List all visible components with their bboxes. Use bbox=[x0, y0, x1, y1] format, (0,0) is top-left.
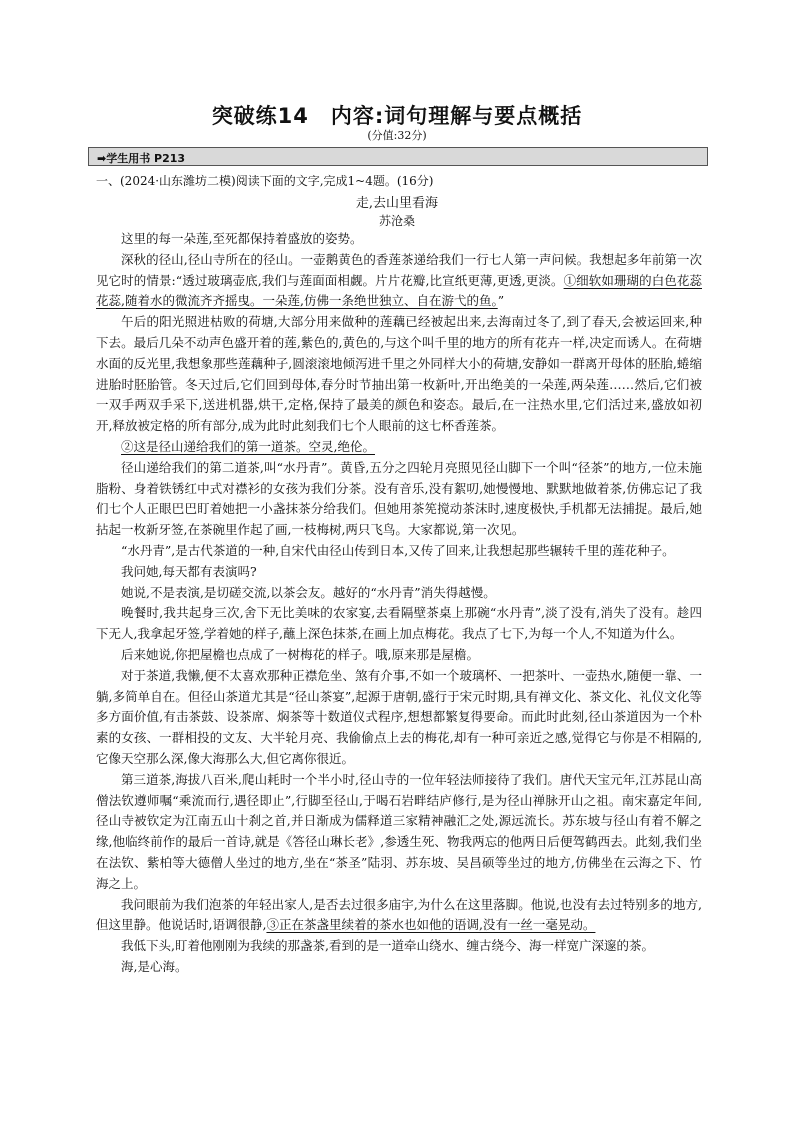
paragraph-text: 深秋的径山,径山寺所在的径山。一壶鹅黄色的香莲茶递给我们一行七人第一声问候。我想起多年前第一次见它时的情景:“透过玻璃壶底,我们与莲面面相觑。片片花瓣,比宣纸更薄,更透,更淡。 bbox=[96, 251, 702, 288]
paragraph: 我问她,每天都有表演吗? bbox=[121, 563, 257, 579]
paragraph: 午后的阳光照进枯败的荷塘,大部分用来做种的莲藕已经被起出来,去海南过冬了,到了春天,会被运回来,种下去。最后几朵不动声色盛开着的莲,紫色的,黄色的,与这个叫千里的地方的所有花卉一样,决定而诱人。在荷塘水面的反光里,我想象那些莲藕种子,圆滚滚地倾泻进千里之外同样大小的荷塘,安静如一群离开母体的胚胎,蜷缩进胎时胚胎管。冬天过后,它们回到母体,春分时节抽出第一枚新叶,开出绝美的一朵莲,两朵莲……然后,它们被一双手两双手采下,送进机器,烘干,定格,保持了最美的颜色和姿态。最后,在一注热水里,它们活过来,盛放如初开,释放被定格的所有部分,成为此时此刻我们七个人眼前的这七杯香莲茶。 bbox=[96, 314, 702, 434]
paragraph: 对于茶道,我懒,便不太喜欢那种正襟危坐、煞有介事,不如一个玻璃杯、一把茶叶、一壶热水,随便一靠、一躺,多简单自在。但径山茶道尤其是“径山茶宴”,起源于唐朝,盛行于宋元时期,具有禅文化、茶文化、礼仪文化等多方面价值,有击茶鼓、设茶席、焖茶等十数道仪式程序,想想都繁复得要命。而此时此刻,径山茶道因为一个朴素的女孩、一群相投的文友、大半轮月亮、我偷偷点上去的梅花,却有一种可亲近之感,觉得它与你是不相隔的,它像天空那么深,像大海那么大,但它离你很近。 bbox=[96, 667, 702, 766]
student-book-bar bbox=[88, 147, 708, 166]
paragraph: 海,是心海。 bbox=[121, 958, 188, 974]
paragraph-text: 我问眼前为我们泡茶的年轻出家人,是否去过很多庙宇,为什么在这里落脚。他说,也没有去过特别多的地方,但这里静。他说话时,语调很静, bbox=[96, 896, 702, 933]
paragraph: 径山递给我们的第二道茶,叫“水丹青”。黄昏,五分之四轮月亮照见径山脚下一个叫“径茶”的地方,一位未施脂粉、身着铁锈红中式对襟衫的女孩为我们分茶。没有音乐,没有絮叨,她慢慢地、默默地做着茶,仿佛忘记了我们七个人正眼巴巴盯着她把一小盏抹茶分给我们。但她用茶筅搅动茶沫时,速度极快,手机都无法捕捉。最后,她拈起一枚新牙签,在茶碗里作起了画,一枝梅树,两只飞鸟。大家都说,第一次见。 bbox=[96, 459, 702, 538]
paragraph bbox=[96, 895, 702, 937]
score-note: (分值:32分) bbox=[367, 129, 427, 142]
paragraph: 第三道茶,海拔八百米,爬山耗时一个半小时,径山寺的一位年轻法师接待了我们。唐代天宝元年,江苏昆山高僧法钦遵师嘱“乘流而行,遇径即止”,行脚至径山,于喝石岩畔结庐修行,是为径山禅脉开山之祖。南宋嘉定年间,径山寺被钦定为江南五山十刹之首,并日渐成为儒释道三家精神融汇之处,源远流长。苏东坡与径山有着不解之缘,他临终前作的最后一首诗,就是《答径山琳长老》,参透生死、物我两忘的他两日后便驾鹤西去。此刻,我们坐在法钦、紫柏等大德僧人坐过的地方,坐在“茶圣”陆羽、苏东坡、吴昌硕等坐过的地方,仿佛坐在云海之下、竹海之上。 bbox=[96, 771, 702, 891]
paragraph: “水丹青”,是古代茶道的一种,自宋代由径山传到日本,又传了回来,让我想起那些辗转千里的莲花种子。 bbox=[121, 542, 675, 558]
page-title: 突破练14 内容:词句理解与要点概括 bbox=[211, 104, 583, 128]
paragraph bbox=[96, 437, 702, 458]
question-intro: 一、(2024·山东潍坊二模)阅读下面的文字,完成1~4题。(16分) bbox=[96, 174, 434, 188]
underlined-sentence-2: ②这是径山递给我们的第一道茶。空灵,绝伦。 bbox=[121, 438, 375, 454]
underlined-sentence-1: ①细软如珊瑚的白色花蕊花蕊,随着水的微流齐齐摇曳。一朵莲,仿佛一条绝世独立、自在游弋的鱼。 bbox=[96, 272, 702, 309]
student-book-label: ➡学生用书 P213 bbox=[97, 152, 186, 165]
paragraph bbox=[96, 250, 702, 312]
paragraph: 晚餐时,我共起身三次,舍下无比美味的农家宴,去看隔壁茶桌上那碗“水丹青”,淡了没有,消失了没有。趁四下无人,我拿起牙签,学着她的样子,蘸上深色抹茶,在画上加点梅花。我点了七下,为每一个人,不知道为什么。 bbox=[96, 605, 702, 642]
paragraph: 我低下头,盯着他刚刚为我续的那盏茶,看到的是一道牵山绕水、缠古绕今、海一样宽广深邃的茶。 bbox=[121, 938, 654, 954]
paragraph: 后来她说,你把屋檐也点成了一树梅花的样子。哦,原来那是屋檐。 bbox=[121, 646, 479, 662]
paragraph: 这里的每一朵莲,至死都保持着盛放的姿势。 bbox=[121, 231, 363, 246]
paragraph: 她说,不是表演,是切磋交流,以茶会友。越好的“水丹青”消失得越慢。 bbox=[121, 584, 496, 600]
article-body bbox=[96, 229, 702, 978]
article-author: 苏沧桑 bbox=[378, 214, 415, 228]
closing-quote: ” bbox=[497, 293, 505, 309]
underlined-sentence-3: ③正在茶盏里续着的茶水也如他的语调,没有一丝一毫晃动。 bbox=[266, 917, 596, 933]
article-title: 走,去山里看海 bbox=[355, 196, 439, 211]
